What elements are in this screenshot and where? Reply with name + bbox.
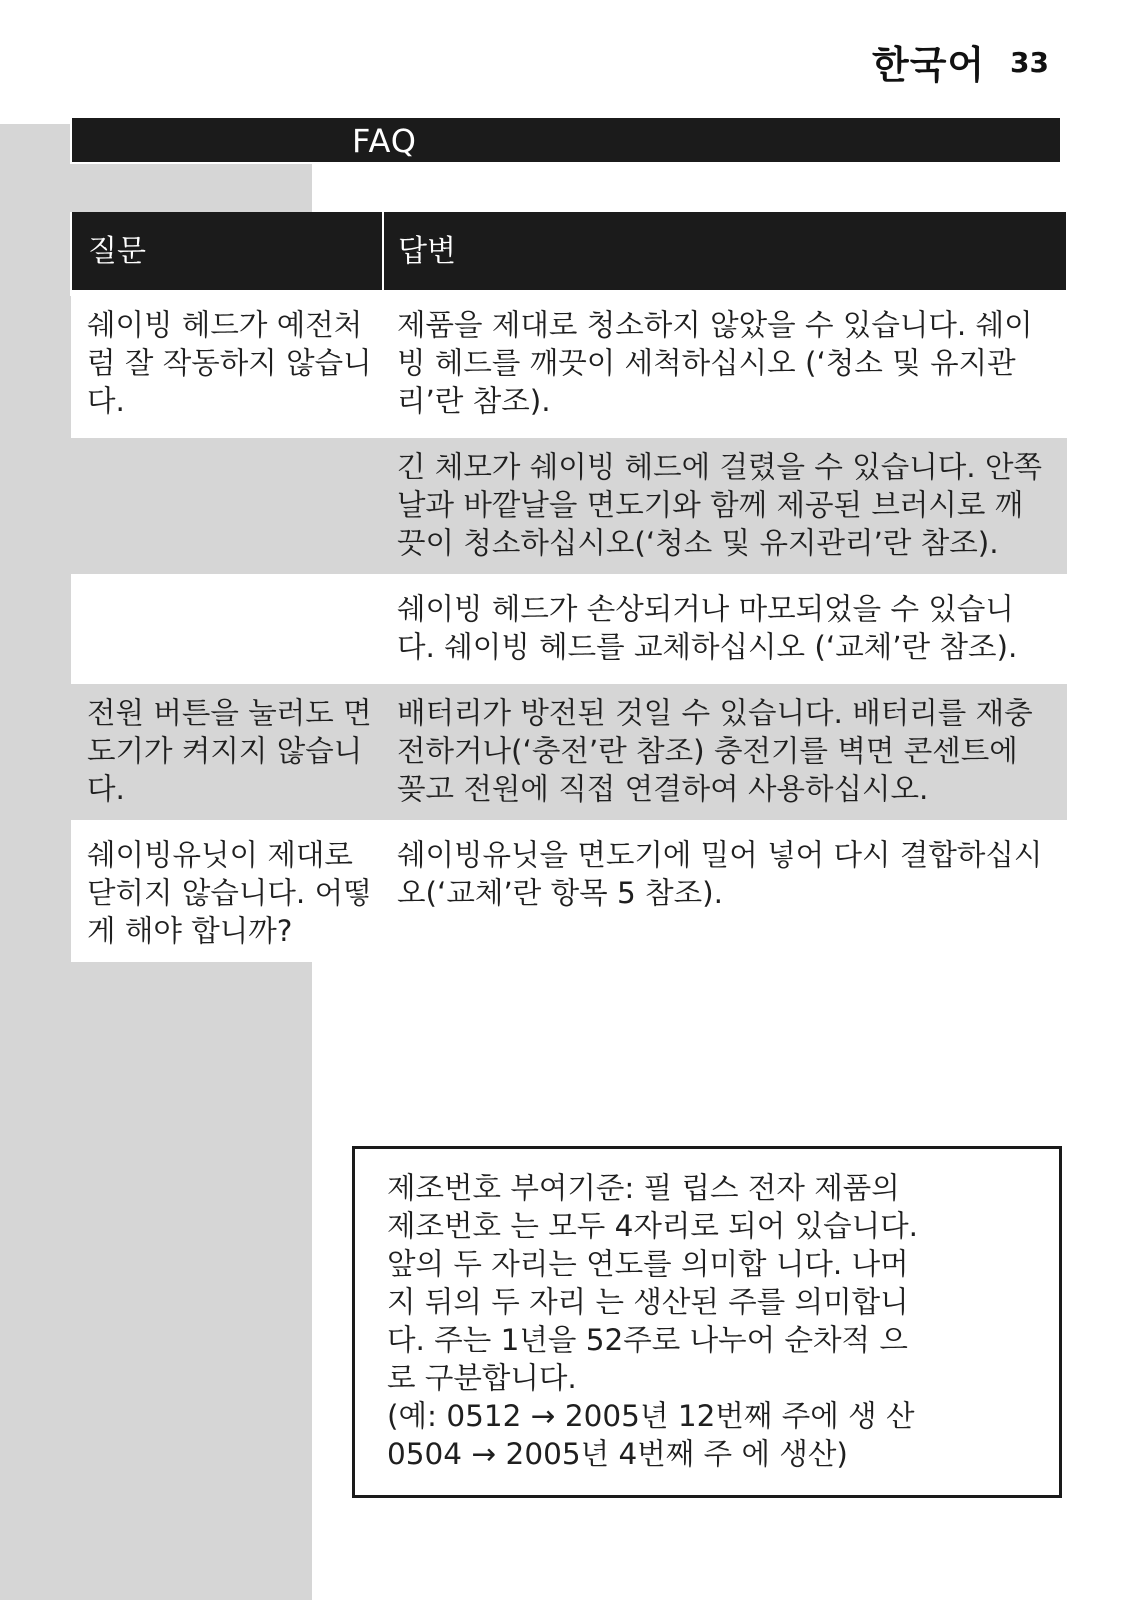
notice-line: 제조번호 는 모두 4자리로 되어 있습니다.: [387, 1209, 918, 1243]
question-cell: 쉐이빙유닛이 제대로 닫히지 않습니다. 어떻게 해야 합니까?: [71, 823, 383, 962]
language-label: 한국어: [872, 43, 986, 87]
table-row: [71, 823, 1067, 962]
answer-cell: 쉐이빙유닛을 면도기에 밀어 넣어 다시 결합하십시오(‘교체’란 항목 5 참조).: [383, 823, 1067, 962]
question-cell: 쉐이빙 헤드가 예전처럼 잘 작동하지 않습니다.: [71, 293, 383, 435]
answer-cell: 쉐이빙 헤드가 손상되거나 마모되었을 수 있습니다. 쉐이빙 헤드를 교체하십시오 (‘교체’란 참조).: [383, 577, 1067, 681]
table-row: [71, 681, 1067, 823]
table-header-row: [71, 212, 1067, 293]
notice-line: 제조번호 부여기준: 필 립스 전자 제품의: [387, 1171, 900, 1205]
notice-line: 로 구분합니다.: [387, 1361, 577, 1395]
answer-column-header: 답변: [383, 212, 1067, 293]
notice-line: 앞의 두 자리는 연도를 의미합 니다. 나머: [387, 1247, 909, 1281]
question-column-header: 질문: [71, 212, 383, 293]
serial-number-notice: [352, 1146, 1062, 1498]
faq-table: [70, 212, 1068, 962]
question-cell: [71, 577, 383, 681]
table-row: [71, 293, 1067, 435]
page-number: 33: [1010, 46, 1049, 79]
section-title-bar: [70, 116, 1062, 164]
notice-line: 0504 → 2005년 4번째 주 에 생산): [387, 1437, 848, 1471]
answer-cell: 제품을 제대로 청소하지 않았을 수 있습니다. 쉐이빙 헤드를 깨끗이 세척하십시오 (‘청소 및 유지관리’란 참조).: [383, 293, 1067, 435]
question-cell: 전원 버튼을 눌러도 면도기가 켜지지 않습니다.: [71, 681, 383, 823]
notice-line: 다. 주는 1년을 52주로 나누어 순차적 으: [387, 1323, 908, 1357]
table-row: [71, 435, 1067, 577]
table-row: [71, 577, 1067, 681]
section-title: FAQ: [352, 122, 417, 160]
answer-cell: 긴 체모가 쉐이빙 헤드에 걸렸을 수 있습니다. 안쪽날과 바깥날을 면도기와 함께 제공된 브러시로 깨끗이 청소하십시오(‘청소 및 유지관리’란 참조).: [383, 435, 1067, 577]
question-cell: [71, 435, 383, 577]
notice-line: (예: 0512 → 2005년 12번째 주에 생 산: [387, 1399, 915, 1433]
answer-cell: 배터리가 방전된 것일 수 있습니다. 배터리를 재충전하거나(‘충전’란 참조) 충전기를 벽면 콘센트에 꽂고 전원에 직접 연결하여 사용하십시오.: [383, 681, 1067, 823]
notice-line: 지 뒤의 두 자리 는 생산된 주를 의미합니: [387, 1285, 909, 1319]
